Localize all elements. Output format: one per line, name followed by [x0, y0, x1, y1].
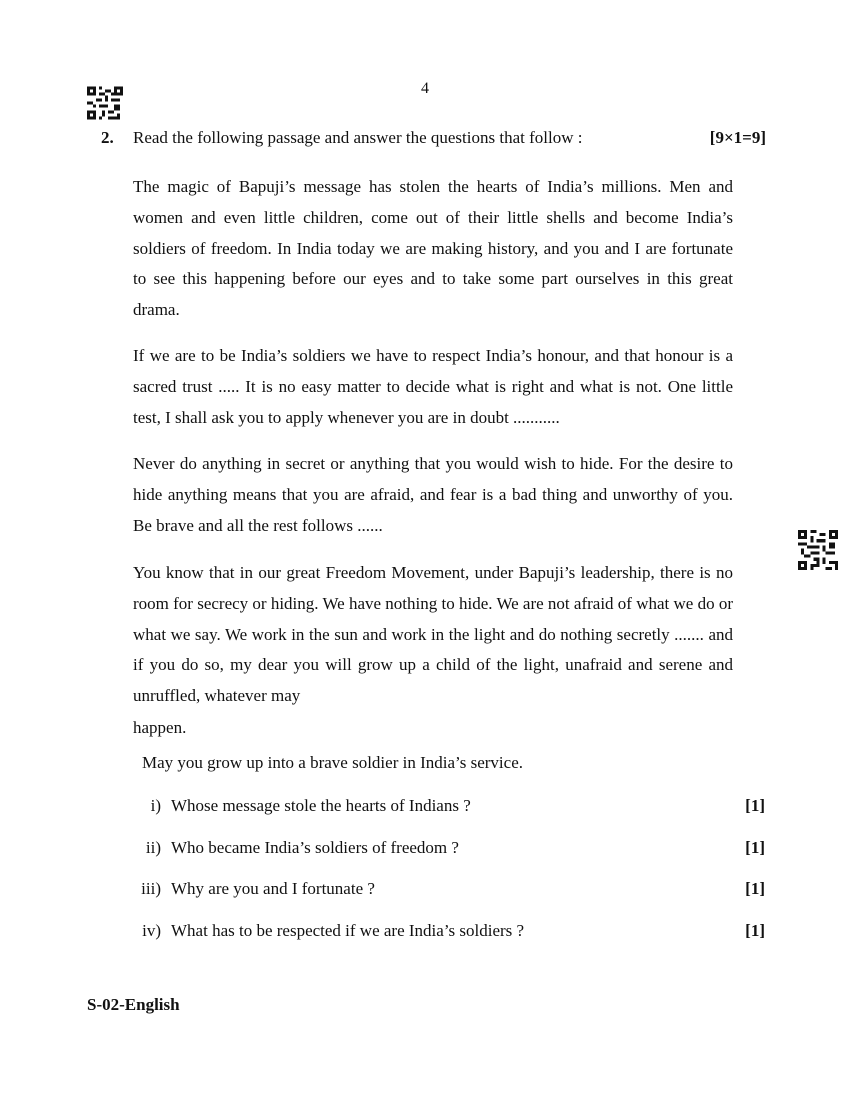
passage-paragraph-tail: happen. [133, 718, 187, 737]
passage-paragraph: If we are to be India’s soldiers we have to respect India’s honour, and that honour is a sacred trust ..... It is no easy matter to decide what is right and what is not. One little test, I shall ask you to apply whenever you are in doubt ........... [133, 346, 733, 427]
sub-question-numeral: i) [150, 796, 161, 815]
sub-question [133, 838, 765, 864]
sub-question [133, 921, 765, 947]
sub-question-marks: [1] [745, 921, 765, 940]
sub-question-text: Who became India’s soldiers of freedom ? [171, 838, 459, 857]
sub-question-text: What has to be respected if we are India’s soldiers ? [171, 921, 525, 940]
sub-question [133, 879, 765, 905]
sub-question-numeral: iv) [142, 921, 161, 940]
passage-paragraph: The magic of Bapuji’s message has stolen the hearts of India’s millions. Men and women and even little children, come out of their little shells and become India’s soldiers of freedom. In India today we are making history, and you and I are fortunate to see this happening before our eyes and to take some part ourselves in this great drama. [133, 177, 733, 320]
sub-question-marks: [1] [745, 796, 765, 815]
passage-paragraph: Never do anything in secret or anything that you would wish to hide. For the desire to hide anything means that you are afraid, and fear is a bad thing and unworthy of you. Be brave and all the rest follows ...... [133, 454, 733, 535]
sub-question-text: Whose message stole the hearts of Indians ? [171, 796, 471, 815]
sub-question-marks: [1] [745, 879, 765, 898]
qr-code-icon [798, 530, 838, 570]
passage-closing-line: May you grow up into a brave soldier in India’s service. [142, 753, 523, 772]
passage-paragraph: You know that in our great Freedom Movement, under Bapuji’s leadership, there is no room for secrecy or hiding. We have nothing to hide. We are not afraid of what we do or what we say. We work in the sun and work in the light and do nothing secretly ....... and if you do so, my dear you will grow up a child of the light, unafraid and serene and unruffled, whatever may [133, 563, 733, 706]
question-marks: [9×1=9] [709, 128, 766, 147]
question-instruction: Read the following passage and answer the questions that follow : [133, 128, 583, 147]
sub-question-numeral: ii) [145, 838, 161, 857]
sub-question-text: Why are you and I fortunate ? [171, 879, 375, 898]
sub-question-marks: [1] [745, 838, 765, 857]
paper-code-footer: S-02-English [87, 995, 180, 1014]
page-number: 4 [421, 80, 429, 97]
sub-question [133, 796, 765, 822]
sub-question-numeral: iii) [141, 879, 161, 898]
question-number: 2. [101, 128, 114, 147]
